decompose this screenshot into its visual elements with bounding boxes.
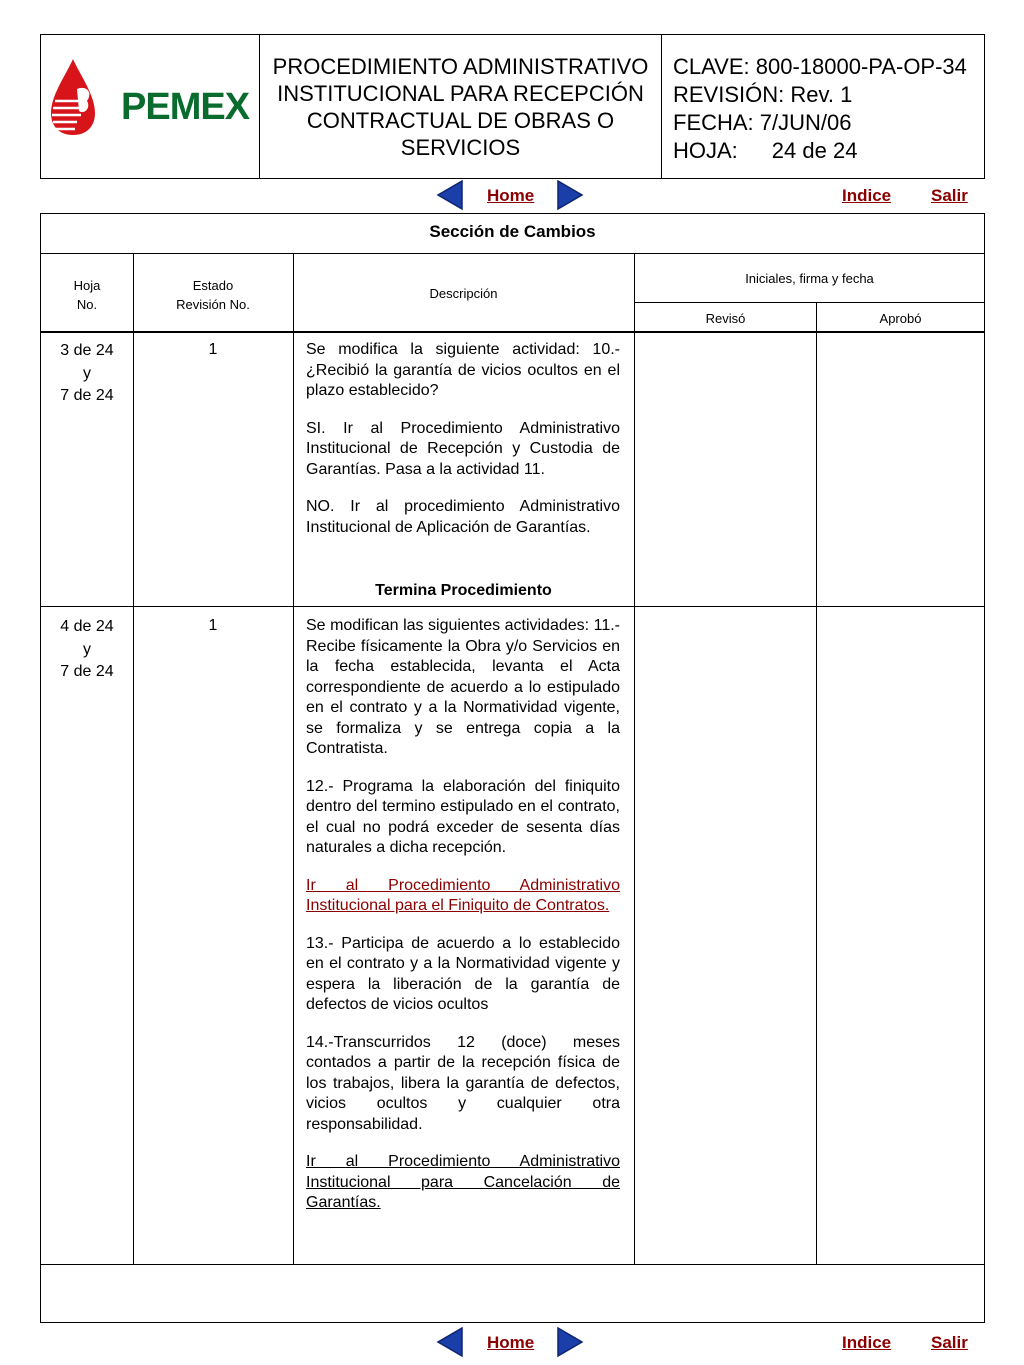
row2-descripcion xyxy=(306,616,620,1231)
col-reviso-header: Revisó xyxy=(705,311,746,326)
col-descripcion-header: Descripción xyxy=(429,286,498,301)
prev-arrow-icon[interactable] xyxy=(436,1326,464,1358)
hoja-label: HOJA: xyxy=(673,138,738,163)
indice-link[interactable]: Indice xyxy=(842,1333,892,1352)
col-estado-label: Estado xyxy=(192,278,234,293)
logo-cell xyxy=(41,35,260,178)
next-arrow-icon[interactable] xyxy=(556,1326,584,1358)
col-aprobo-header: Aprobó xyxy=(879,311,922,326)
row1-hoja-line: y xyxy=(83,364,91,382)
col-estado-header xyxy=(133,276,293,314)
logo-wordmark: PEMEX xyxy=(121,86,250,128)
row1-estado: 1 xyxy=(208,341,218,358)
row1-paragraph: SI. Ir al Procedimiento Administrativo Institucional de Recepción y Custodia de Garantías. Pasa a la actividad 11. xyxy=(306,419,620,478)
row2-hoja-line: y xyxy=(83,640,91,658)
row1-termina: Termina Procedimiento xyxy=(375,582,552,599)
clave: CLAVE: 800-18000-PA-OP-34 xyxy=(673,54,967,79)
salir-link[interactable]: Salir xyxy=(931,1333,968,1352)
row1-hoja-line: 3 de 24 xyxy=(60,342,114,359)
revision: REVISIÓN: Rev. 1 xyxy=(673,82,853,107)
salir-link[interactable]: Salir xyxy=(931,186,968,205)
row2-hoja xyxy=(41,616,133,684)
finiquito-link[interactable]: Ir al Procedimiento Administrativo Institucional para el Finiquito de Contratos. xyxy=(306,876,620,914)
fecha: FECHA: 7/JUN/06 xyxy=(673,110,852,135)
home-link[interactable]: Home xyxy=(487,186,535,205)
top-nav xyxy=(0,178,1024,214)
row2-hoja-line: 4 de 24 xyxy=(60,618,114,635)
row2-paragraph: 13.- Participa de acuerdo a lo establecido en el contrato y a la Normatividad vigente y espera la liberación de la garantía de defectos de vicios ocultos xyxy=(306,934,620,1013)
col-estado-sub: Revisión No. xyxy=(176,297,250,312)
col-hoja-header xyxy=(41,276,133,314)
document-meta-cell xyxy=(662,35,984,178)
prev-arrow-icon[interactable] xyxy=(436,179,464,211)
document-title: PROCEDIMIENTO ADMINISTRATIVO INSTITUCIONAL PARA RECEPCIÓN CONTRACTUAL DE OBRAS O SERVICIOS xyxy=(272,53,649,160)
section-title: Sección de Cambios xyxy=(429,222,596,241)
row1-paragraph: NO. Ir al procedimiento Administrativo Institucional de Aplicación de Garantías. xyxy=(306,498,620,536)
row2-paragraph: 14.-Transcurridos 12 (doce) meses contados a partir de la recepción física de los trabajos, libera la garantía de defectos, vicios ocultos y cualquier otra responsabilidad. xyxy=(306,1033,620,1133)
home-link[interactable]: Home xyxy=(487,1333,535,1352)
row1-hoja xyxy=(41,340,133,408)
document-header xyxy=(40,34,985,179)
col-hoja-sub: No. xyxy=(76,297,98,312)
document-title-cell xyxy=(260,35,662,178)
bottom-nav xyxy=(0,1325,1024,1361)
indice-link[interactable]: Indice xyxy=(842,186,892,205)
hoja xyxy=(673,137,984,165)
row2-estado: 1 xyxy=(208,617,218,634)
next-arrow-icon[interactable] xyxy=(556,179,584,211)
hoja-value: 24 de 24 xyxy=(771,138,858,163)
cancelacion-garantias-link[interactable]: Ir al Procedimiento Administrativo Institucional para Cancelación de Garantías. xyxy=(306,1153,620,1211)
pemex-logo xyxy=(41,35,260,178)
row1-hoja-line: 7 de 24 xyxy=(60,387,114,404)
row1-paragraph: Se modifica la siguiente actividad: 10.- ¿Recibió la garantía de vicios ocultos en el plazo establecido? xyxy=(306,341,620,399)
row2-paragraph: Se modifican las siguientes actividades: 11.- Recibe físicamente la Obra y/o Servicios en la fecha establecida, levanta el Acta correspondiente de acuerdo a lo estipulado en el contrato y a la Normatividad vigente, se formaliza y se entrega copia a la Contratista. xyxy=(306,617,620,757)
row1-descripcion xyxy=(306,340,620,555)
col-iniciales-header: Iniciales, firma y fecha xyxy=(745,271,874,286)
row2-paragraph: 12.- Programa la elaboración del finiquito dentro del termino estipulado en el contrato, el cual no podrá exceder de sesenta días naturales a dicha recepción. xyxy=(306,777,620,856)
changes-table xyxy=(40,213,985,1323)
row2-hoja-line: 7 de 24 xyxy=(60,663,114,680)
col-hoja-label: Hoja xyxy=(73,278,101,293)
